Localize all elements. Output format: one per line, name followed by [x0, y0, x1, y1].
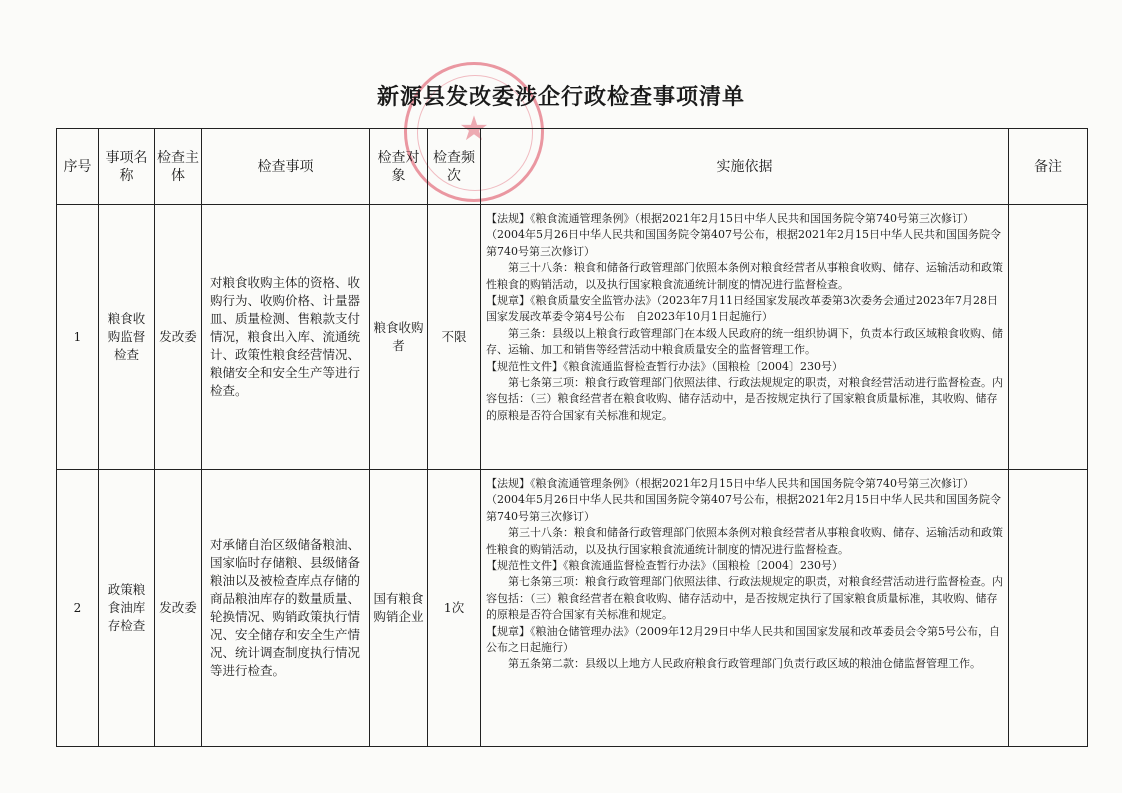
basis-paragraph: 第七条第三项：粮食行政管理部门依照法律、行政法规规定的职责，对粮食经营活动进行监督检查。内容包括：（三）粮食经营者在粮食收购、储存活动中，是否按规定执行了国家粮食质量标准，其收购、储存的原粮是否符合国家有关标准和规定。: [486, 376, 1003, 422]
basis-paragraph: 第三条：县级以上粮食行政管理部门在本级人民政府的统一组织协调下，负责本行政区域粮食收购、储存、运输、加工和销售等经营活动中粮食质量安全的监督管理工作。: [486, 326, 1003, 357]
cell-basis: [481, 470, 1009, 747]
cell-name: 政策粮食油库存检查: [99, 470, 155, 747]
header-remark: 备注: [1009, 129, 1088, 205]
basis-paragraph: 【规范性文件】《粮食流通监督检查暂行办法》（国粮检〔2004〕230号）: [486, 359, 843, 373]
cell-frequency: 不限: [428, 205, 481, 470]
basis-paragraph: 第三十八条：粮食和储备行政管理部门依照本条例对粮食经营者从事粮食收购、储存、运输活动和政策性粮食的购销活动，以及执行国家粮食流通统计制度的情况进行监督检查。: [486, 261, 1003, 291]
cell-object: 国有粮食购销企业: [370, 470, 428, 747]
cell-item: 对粮食收购主体的资格、收购行为、收购价格、计量器皿、质量检测、售粮款支付情况，粮食出入库、流通统计、政策性粮食经营情况、粮储安全和安全生产等进行检查。: [202, 205, 370, 470]
basis-paragraph: 【法规】《粮食流通管理条例》（根据2021年2月15日中华人民共和国国务院令第740号第三次修订）（2004年5月26日中华人民共和国国务院令第407号公布，根据2021年2月15日中华人民共和国国务院令第740号第三次修订）: [486, 477, 1001, 523]
cell-no: 2: [57, 470, 99, 747]
cell-subject: 发改委: [155, 205, 202, 470]
header-name: 事项名称: [99, 129, 155, 205]
cell-object: 粮食收购者: [370, 205, 428, 470]
basis-paragraph: 【规范性文件】《粮食流通监督检查暂行办法》（国粮检〔2004〕230号）: [486, 559, 843, 573]
header-frequency: 检查频次: [428, 129, 481, 205]
cell-subject: 发改委: [155, 470, 202, 747]
cell-frequency: 1次: [428, 470, 481, 747]
table-header-row: [57, 129, 1088, 205]
basis-paragraph: 【规章】《粮食质量安全监管办法》（2023年7月11日经国家发展改革委第3次委务会通过2023年7月28日国家发展改革委令第4号公布 自2023年10月1日起施行）: [486, 294, 998, 324]
cell-remark: [1009, 205, 1088, 470]
basis-paragraph: 【法规】《粮食流通管理条例》（根据2021年2月15日中华人民共和国国务院令第740号第三次修订）（2004年5月26日中华人民共和国国务院令第407号公布，根据2021年2月15日中华人民共和国国务院令第740号第三次修订）: [486, 212, 1001, 258]
table-row: [57, 205, 1088, 470]
cell-remark: [1009, 470, 1088, 747]
basis-paragraph: 【规章】《粮油仓储管理办法》（2009年12月29日中华人民共和国国家发展和改革委员会令第5号公布，自公布之日起施行）: [486, 624, 1000, 655]
basis-paragraph: 第五条第二款：县级以上地方人民政府粮食行政管理部门负责行政区域的粮油仓储监督管理工作。: [508, 657, 981, 671]
seal-star-icon: ★: [458, 109, 490, 149]
cell-no: 1: [57, 205, 99, 470]
basis-paragraph: 第三十八条：粮食和储备行政管理部门依照本条例对粮食经营者从事粮食收购、储存、运输活动和政策性粮食的购销活动，以及执行国家粮食流通统计制度的情况进行监督检查。: [486, 526, 1003, 556]
cell-item: 对承储自治区级储备粮油、国家临时存储粮、县级储备粮油以及被检查库点存储的商品粮油库存的数量质量、轮换情况、购销政策执行情况、安全储存和安全生产情况、统计调查制度执行情况等进行检查。: [202, 470, 370, 747]
table-row: [57, 470, 1088, 747]
header-basis: 实施依据: [481, 129, 1009, 205]
basis-paragraph: 第七条第三项：粮食行政管理部门依照法律、行政法规规定的职责，对粮食经营活动进行监督检查。内容包括：（三）粮食经营者在粮食收购、储存活动中，是否按规定执行了国家粮食质量标准，其收购、储存的原粮是否符合国家有关标准和规定。: [486, 575, 1003, 622]
page-title: 新源县发改委涉企行政检查事项清单: [376, 84, 745, 110]
inspection-table: [56, 128, 1088, 747]
header-item: 检查事项: [202, 129, 370, 205]
header-no: 序号: [57, 129, 99, 205]
header-object: 检查对象: [370, 129, 428, 205]
cell-basis: [481, 205, 1009, 470]
cell-name: 粮食收购监督检查: [99, 205, 155, 470]
header-subject: 检查主体: [155, 129, 202, 205]
